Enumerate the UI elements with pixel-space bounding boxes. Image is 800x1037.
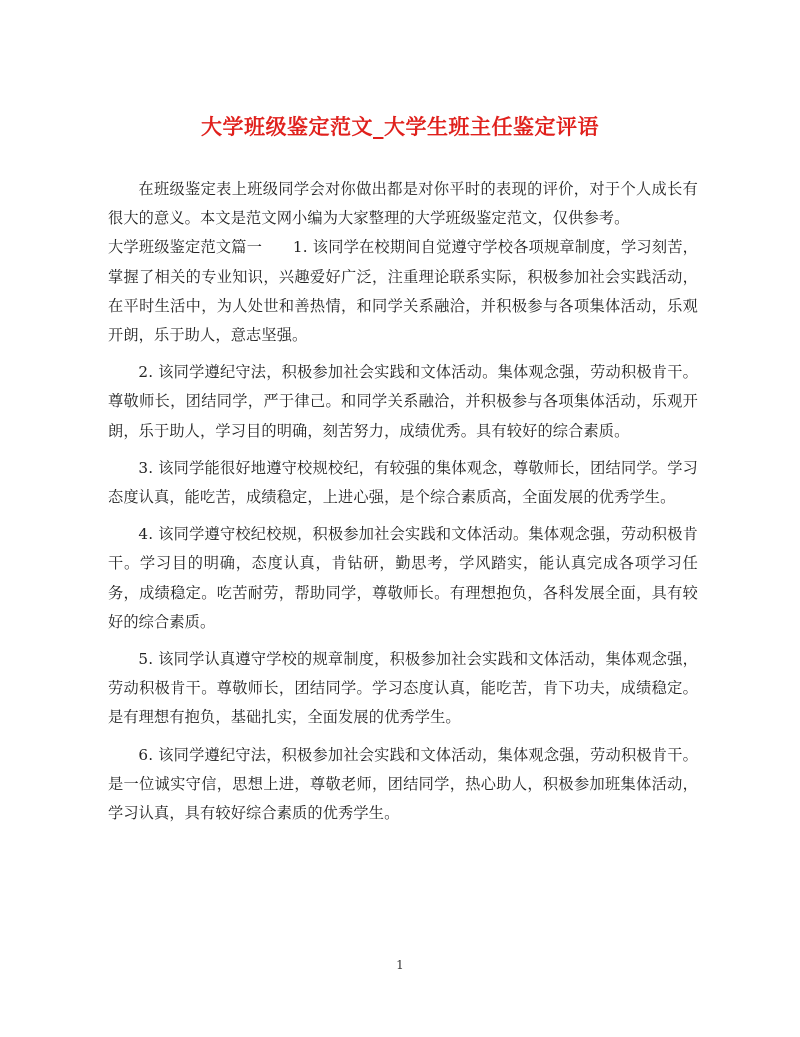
document-title: 大学班级鉴定范文_大学生班主任鉴定评语 <box>201 114 599 139</box>
page-number: 1 <box>396 958 404 972</box>
paragraph-4: 4. 该同学遵守校纪校规，积极参加社会实践和文体活动。集体观念强，劳动积极肯干。学习目的明确，态度认真，肯钻研，勤思考，学风踏实，能认真完成各项学习任务，成绩稳定。吃苦耐劳，帮助同学，尊敬师长。有理想抱负，各科发展全面，具有较好的综合素质。 <box>108 525 698 631</box>
paragraph-1: 大学班级鉴定范文篇一 1. 该同学在校期间自觉遵守学校各项规章制度，学习刻苦，掌握了相关的专业知识，兴趣爱好广泛，注重理论联系实际，积极参加社会实践活动，在平时生活中，为人处世和善热情，和同学关系融洽，并积极参与各项集体活动，乐观开朗，乐于助人，意志坚强。 <box>108 238 698 345</box>
paragraph-6: 6. 该同学遵纪守法，积极参加社会实践和文体活动，集体观念强，劳动积极肯干。是一位诚实守信，思想上进，尊敬老师，团结同学，热心助人，积极参加班集体活动，学习认真，具有较好综合素质的优秀学生。 <box>108 745 698 823</box>
document-body <box>108 175 698 828</box>
paragraph-2: 2. 该同学遵纪守法，积极参加社会实践和文体活动。集体观念强，劳动积极肯干。尊敬师长，团结同学，严于律己。和同学关系融洽，并积极参与各项集体活动，乐观开朗，乐于助人，学习目的明确，刻苦努力，成绩优秀。具有较好的综合素质。 <box>108 363 698 440</box>
paragraph-5: 5. 该同学认真遵守学校的规章制度，积极参加社会实践和文体活动，集体观念强，劳动积极肯干。尊敬师长，团结同学。学习态度认真，能吃苦，肯下功夫，成绩稳定。是有理想有抱负，基础扎实，全面发展的优秀学生。 <box>108 650 698 727</box>
paragraph-3: 3. 该同学能很好地遵守校规校纪，有较强的集体观念，尊敬师长，团结同学。学习态度认真，能吃苦，成绩稳定，上进心强，是个综合素质高，全面发展的优秀学生。 <box>108 458 698 507</box>
intro-paragraph: 在班级鉴定表上班级同学会对你做出都是对你平时的表现的评价，对于个人成长有很大的意义。本文是范文网小编为大家整理的大学班级鉴定范文，仅供参考。 <box>108 180 698 228</box>
